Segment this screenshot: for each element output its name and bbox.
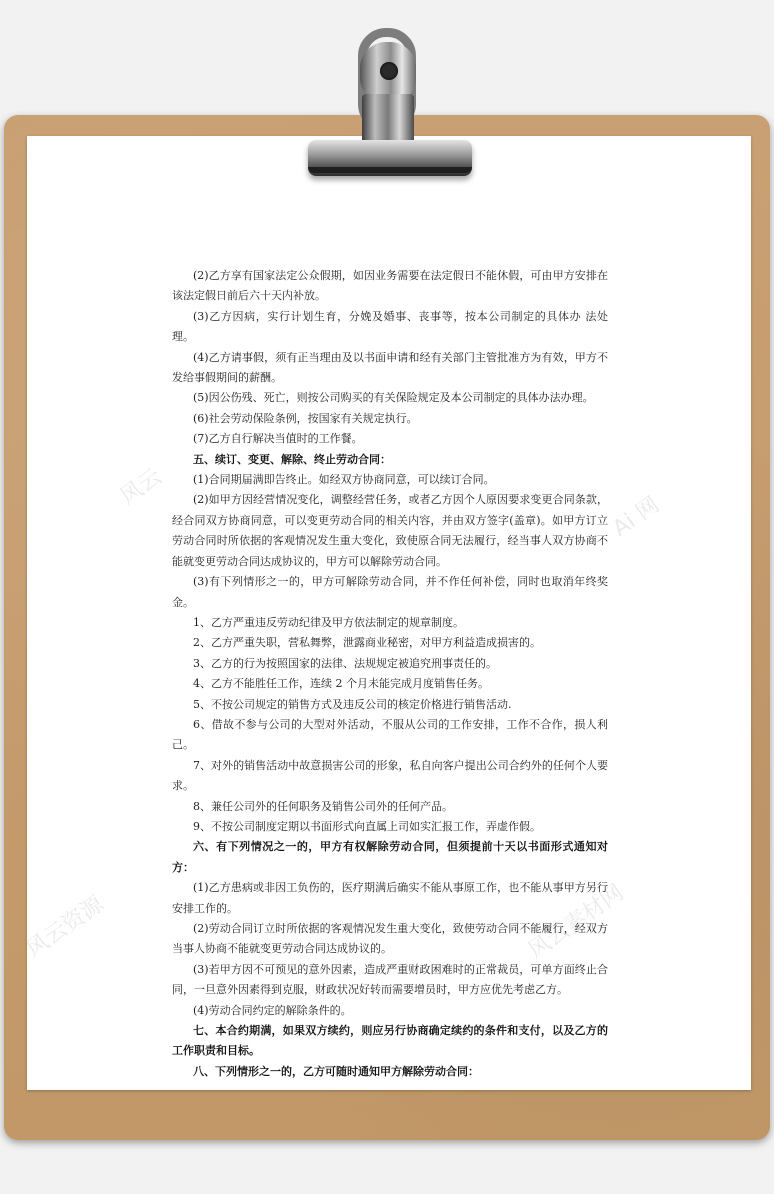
paragraph: (2)乙方享有国家法定公众假期，如因业务需要在法定假日不能休假，可由甲方安排在该法定假日前后六十天内补放。: [172, 269, 608, 303]
watermark: 风云: [115, 464, 167, 511]
paragraph: (1)乙方患病或非因工负伤的，医疗期满后确实不能从事原工作，也不能从事甲方另行安排工作的。: [172, 881, 608, 915]
paragraph: (3)乙方因病，实行计划生育，分娩及婚事、丧事等，按本公司制定的具体办 法处理。: [172, 309, 608, 344]
paragraph: (3)若甲方因不可预见的意外因素，造成严重财政困难时的正常裁员，可单方面终止合同，一旦意外因素得到克服，财政状况好转而需要增员时，甲方应优先考虑乙方。: [172, 962, 608, 997]
paragraph: 4、乙方不能胜任工作，连续 2 个月未能完成月度销售任务。: [193, 677, 489, 691]
binder-clip: [300, 20, 476, 180]
watermark: 风云资源: [21, 891, 109, 963]
section-heading: 六、有下列情况之一的，甲方有权解除劳动合同，但须提前十天以书面形式通知对方：: [172, 840, 608, 874]
paragraph: (7)乙方自行解决当值时的工作餐。: [193, 432, 363, 446]
paragraph: 9、不按公司制度定期以书面形式向直属上司如实汇报工作，弄虚作假。: [193, 819, 541, 833]
clip-hole: [380, 62, 398, 80]
paragraph: (3)有下列情形之一的，甲方可解除劳动合同，并不作任何补偿，同时也取消年终奖金。: [172, 575, 608, 609]
paragraph: 5、不按公司规定的销售方式及违反公司的核定价格进行销售活动.: [193, 697, 512, 711]
paragraph: (4)劳动合同约定的解除条件的。: [193, 1003, 352, 1017]
section-heading: 七、本合约期满，如果双方续约，则应另行协商确定续约的条件和支付，以及乙方的工作职责和目标。: [172, 1024, 608, 1058]
paragraph: (4)乙方请事假，须有正当理由及以书面申请和经有关部门主管批准方为有效，甲方不发给事假期间的薪酬。: [172, 350, 608, 385]
paragraph: (6)社会劳动保险条例，按国家有关规定执行。: [193, 411, 418, 425]
paragraph: 6、借故不参与公司的大型对外活动，不服从公司的工作安排，工作不合作，损人利己。: [172, 717, 608, 752]
paragraph: 7、对外的销售活动中故意损害公司的形象，私自向客户提出公司合约外的任何个人要求。: [172, 758, 608, 793]
paragraph: (2)劳动合同订立时所依据的客观情况发生重大变化，致使劳动合同不能履行，经双方当事人协商不能就变更劳动合同达成协议的。: [172, 922, 608, 956]
paragraph: (5)因公伤残、死亡，则按公司购买的有关保险规定及本公司制定的具体办法办理。: [193, 391, 594, 405]
watermark: Ai 网: [608, 492, 664, 542]
paragraph: (1)合同期届满即告终止。如经双方协商同意，可以续订合同。: [193, 473, 495, 487]
paragraph: 2、乙方严重失职，营私舞弊，泄露商业秘密，对甲方利益造成损害的。: [193, 636, 541, 650]
paragraph: (2)如甲方因经营情况变化，调整经营任务，或者乙方因个人原因要求变更合同条款，经合同双方协商同意，可以变更劳动合同的相关内容，并由双方签字(盖章)。如甲方订立劳动合同时所依据的客观情况发生重大变化，致使原合同无法履行，经当事人双方协商不能就变更劳动合同达成协议的，甲方可以解除劳动合同。: [172, 493, 608, 568]
paragraph: 8、兼任公司外的任何职务及销售公司外的任何产品。: [193, 799, 453, 813]
watermark: 风云素材网: [523, 880, 629, 964]
document-body: [172, 266, 608, 1082]
paragraph: 1、乙方严重违反劳动纪律及甲方依法制定的规章制度。: [193, 615, 464, 629]
section-heading: 八、下列情形之一的，乙方可随时通知甲方解除劳动合同：: [193, 1064, 479, 1078]
paragraph: 3、乙方的行为按照国家的法律、法规规定被追究刑事责任的。: [193, 656, 497, 670]
clip-base-edge: [308, 167, 472, 173]
section-heading: 五、续订、变更、解除、终止劳动合同：: [193, 452, 391, 466]
